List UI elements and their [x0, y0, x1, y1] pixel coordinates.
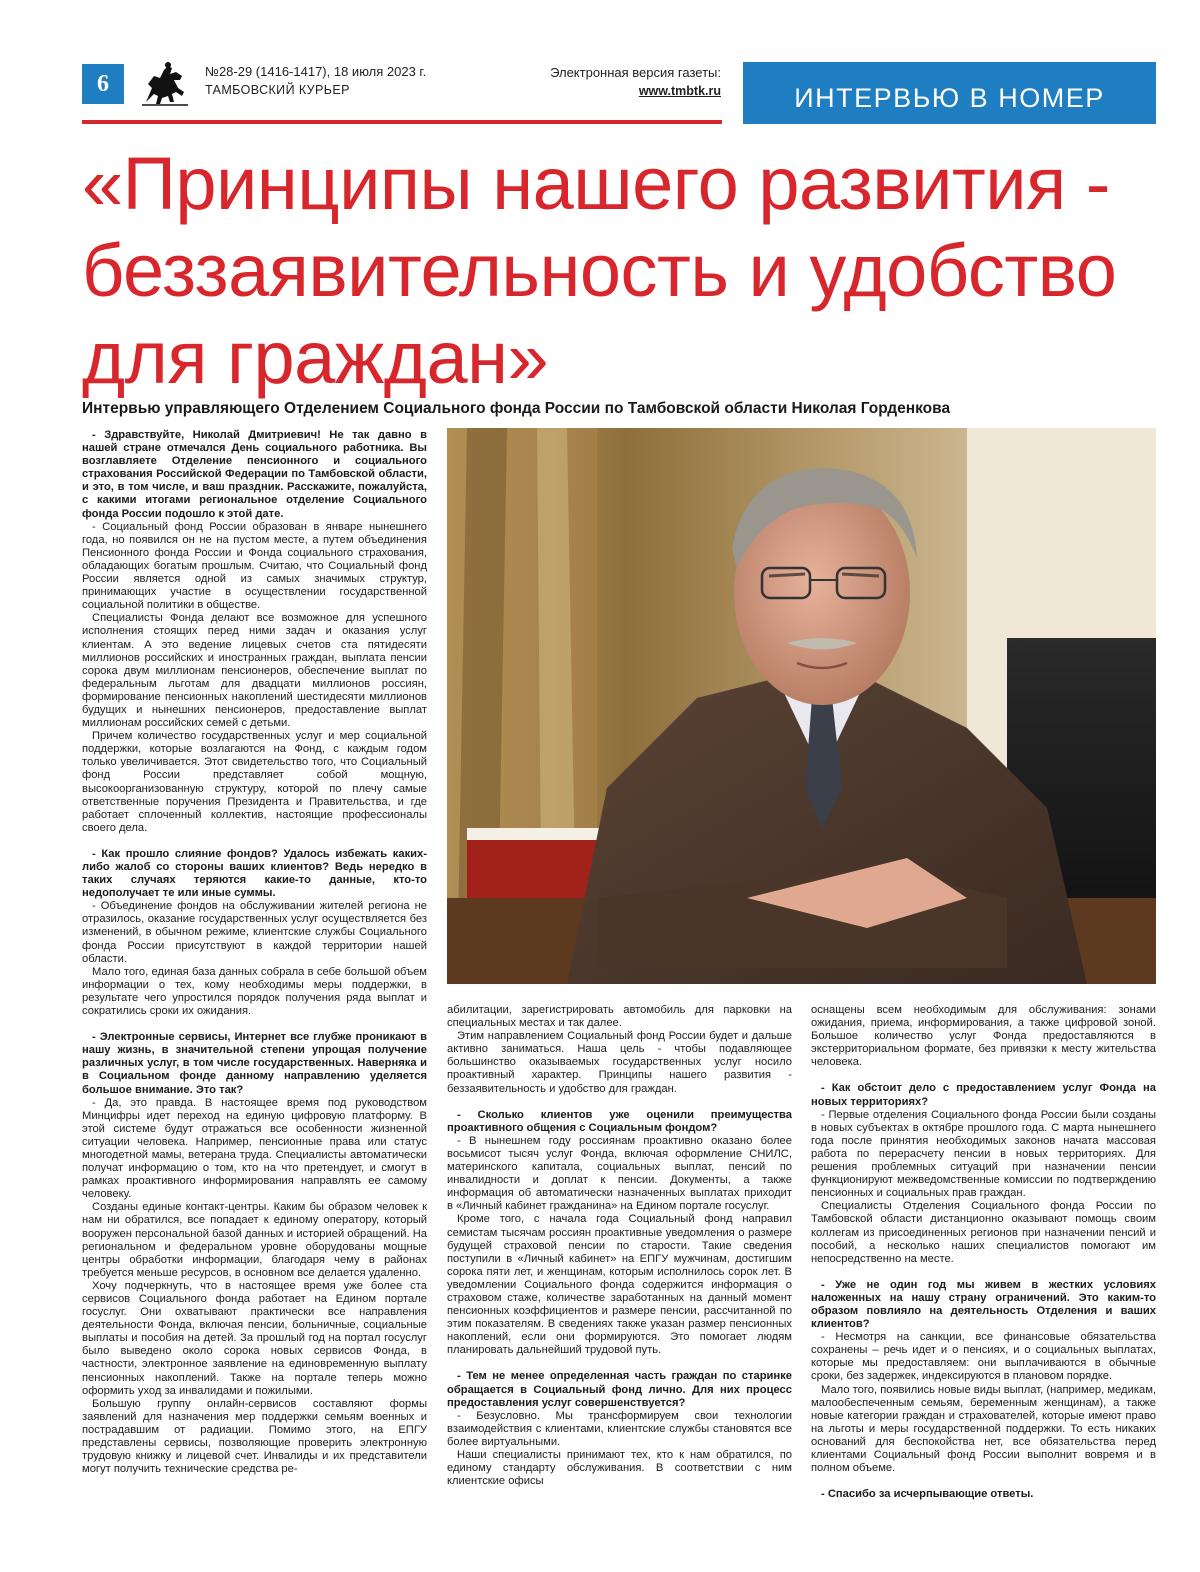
- paragraph-gap: [82, 1018, 427, 1031]
- article-column-3: [811, 1004, 1156, 1501]
- interview-answer: Наши специалисты принимают тех, кто к нам обратился, по единому стандарту обслуживания. В соответствии с ним клиентские офисы: [447, 1449, 792, 1488]
- headline-line: беззаявительность и удобство: [82, 229, 1117, 312]
- page-number: 6: [82, 64, 124, 104]
- interview-question: - Здравствуйте, Николай Дмитриевич! Не так давно в нашей стране отмечался День социального работника. Вы возглавляете Отделение пенсионного и социального страхования Российской Федерации по Тамбовской области, и это, в том числе, и ваш праздник. Расскажите, пожалуйста, с какими итогами региональное отделение Социального фонда России подошло к этой дате.: [82, 429, 427, 520]
- paper-name: ТАМБОВСКИЙ КУРЬЕР: [205, 83, 350, 97]
- header-divider: [82, 120, 722, 124]
- interview-question: - Сколько клиентов уже оценили преимущества проактивного общения с Социальным фондом?: [447, 1108, 792, 1134]
- interview-answer: Мало того, появились новые виды выплат, (например, медикам, малообеспеченным семьям, беременным женщинам), а также новые категории граждан и страхователей, которые имеют право на льготы и меры государственной поддержки. То есть никаких оснований для беспокойства нет, все обязательства перед клиентами Социальный фонд России выполнит вовремя и в полном объеме.: [811, 1383, 1156, 1475]
- portrait-photo: [447, 428, 1156, 984]
- interview-answer: Специалисты Отделения Социального фонда России по Тамбовской области дистанционно оказывают помощь своим коллегам из присоединенных регионов при назначении пенсий и пособий, а несколько наших специалистов помогают им непосредственно на месте.: [811, 1200, 1156, 1265]
- interview-answer: Большую группу онлайн-сервисов составляют формы заявлений для назначения мер поддержки семьям военных и пострадавшим от радиации. Помимо этого, на ЕПГУ представлены сервисы, позволяющие проверить электронную трудовую книжку и лицевой счет. Инвалиды и их представители могут получить технические средства ре-: [82, 1397, 427, 1476]
- interview-answer: Хочу подчеркнуть, что в настоящее время уже более ста сервисов Социального фонда работает на Едином портале госуслуг. Они охватывают практически все направления деятельности Фонда, включая пенсии, больничные, социальные выплаты и пособия на детей. За прошлый год на портал госуслуг было выведено около сорока новых сервисов Фонда, в частности, электронное заявление на единовременную выплату пенсионных накоплений. Также на портале теперь можно оформить уход за инвалидами и пожилыми.: [82, 1279, 427, 1397]
- article-column-1: [82, 429, 427, 1476]
- page-header: [0, 0, 1200, 130]
- interview-answer: - Да, это правда. В настоящее время под руководством Минцифры идет переход на единую цифровую платформу. В этой системе будут отражаться все особенности жизненной ситуации человека. Например, пенсионные права или статус многодетной мамы, ветерана труда. Специалисты автоматически получат информацию о том, кто на что претендует, и смогут в рамках проактивного информирования направлять ее самому человеку.: [82, 1096, 427, 1201]
- interview-question: - Как обстоит дело с предоставлением услуг Фонда на новых территориях?: [811, 1082, 1156, 1108]
- headline: [82, 140, 1192, 401]
- interview-question: - Как прошло слияние фондов? Удалось избежать каких-либо жалоб со стороны ваших клиентов? Ведь нередко в таких случаях теряются какие-то данные, кто-то недополучает те или иные суммы.: [82, 847, 427, 900]
- site-link[interactable]: www.tmbtk.ru: [638, 84, 721, 98]
- electronic-version-label: Электронная версия газеты:: [550, 65, 721, 80]
- paragraph-gap: [82, 835, 427, 848]
- interview-answer: - Безусловно. Мы трансформируем свои технологии взаимодействия с клиентами, клиентские службы становятся все более виртуальными.: [447, 1409, 792, 1448]
- headline-line: «Принципы нашего развития -: [82, 142, 1110, 225]
- paragraph-gap: [811, 1475, 1156, 1488]
- interview-answer: - Несмотря на санкции, все финансовые обязательства сохранены – речь идет и о пенсиях, и о социальных выплатах, которые мы предоставляем: они выплачиваются в обычные сроки, без задержек, индексируются в плановом порядке.: [811, 1331, 1156, 1383]
- interview-answer: Специалисты Фонда делают все возможное для успешного исполнения стоящих перед ними задач и оказания услуг клиентам. А это ведение лицевых счетов ста пятидесяти миллионов российских и иностранных граждан, выплата пенсии сорока двум миллионам пенсионеров, обеспечение выплат по федеральным льготам для двадцати миллионов россиян, формирование пенсионных накоплений шестидесяти миллионов будущих и нынешних пенсионеров, предоставление выплат миллионам российских семей с детьми.: [82, 612, 427, 730]
- interview-answer: - В нынешнем году россиянам проактивно оказано более восьмисот тысяч услуг Фонда, включая оформление СНИЛС, материнского капитала, социальных выплат, пенсий по инвалидности и доплат к пенсии. Документы, а также информация об автоматически назначенных выплатах приходит в «Личный кабинет гражданина» на Едином портале госуслуг.: [447, 1134, 792, 1213]
- paragraph-gap: [811, 1266, 1156, 1279]
- article-column-2: [447, 1004, 792, 1488]
- electronic-version: [550, 63, 721, 101]
- subheadline: Интервью управляющего Отделением Социального фонда России по Тамбовской области Николая Горденкова: [82, 400, 951, 417]
- interview-answer: Созданы единые контакт-центры. Каким бы образом человек к нам ни обратился, все попадает к единому оператору, который вооружен персональной базой данных и историей обращений. На региональном и федеральном уровне оборудованы мощные центры обработки информации, благодаря чему в районах требуется меньше ресурсов, в основном все делается удаленно.: [82, 1201, 427, 1279]
- paragraph-gap: [447, 1357, 792, 1370]
- interview-answer: оснащены всем необходимым для обслуживания: зонами ожидания, приема, информирования, а также цифровой зоной. Большое количество услуг Фонда предоставляются в экстерриториальном формате, без привязки к месту жительства человека.: [811, 1004, 1156, 1069]
- interview-question: - Тем не менее определенная часть граждан по старинке обращается в Социальный фонд лично. Для них процесс предоставления услуг совершенствуется?: [447, 1370, 792, 1409]
- interview-answer: Причем количество государственных услуг и мер социальной поддержки, которые возлагаются на Фонд, с каждым годом только увеличивается. Этот свидетельство того, что Социальный фонд России представляет собой мощную, высокоорганизованную структуру, которой по плечу самые ответственные поручения Президента и Правительства, и где работает сплоченный коллектив, настоящие профессионалы своего дела.: [82, 730, 427, 834]
- interview-question: - Электронные сервисы, Интернет все глубже проникают в нашу жизнь, в значительной степени упрощая получение различных услуг, в том числе государственных. Наверняка и в Социальном фонде данному направлению уделяется большое внимание. Это так?: [82, 1031, 427, 1096]
- horse-rider-logo-icon: [138, 58, 192, 108]
- paragraph-gap: [447, 1096, 792, 1109]
- interview-question: - Уже не один год мы живем в жестких условиях наложенных на нашу страну ограничений. Это каким-то образом повлияло на деятельность Отделения и ваших клиентов?: [811, 1278, 1156, 1331]
- interview-answer: Кроме того, с начала года Социальный фонд направил семистам тысячам россиян проактивные уведомления о размере будущей страховой пенсии по старости. Такие сведения поступили в «Личный кабинет» на ЕПГУ мужчинам, достигшим сорока пяти лет, и женщинам, которым исполнилось сорок лет. В уведомлении Социального фонда содержится информация о страховом стаже, количестве заработанных на данный момент пенсионных коэффициентов и размере пенсии, рассчитанной по этим показателям. В сведениях также указан размер пенсионных накоплений, если они формируются. Это помогает людям планировать дальнейший трудовой путь.: [447, 1213, 792, 1357]
- interview-answer: Мало того, единая база данных собрала в себе большой объем информации о тех, кому необходимы меры поддержки, в результате чего упростился порядок получения ряда выплат и сократились сроки их ожидания.: [82, 965, 427, 1018]
- rubric-banner: ИНТЕРВЬЮ В НОМЕР: [743, 62, 1156, 124]
- issue-number: №28-29 (1416-1417), 18 июля 2023 г.: [205, 64, 427, 79]
- interview-answer: абилитации, зарегистрировать автомобиль для парковки на специальных местах и так далее.: [447, 1004, 792, 1030]
- interview-question: - Спасибо за исчерпывающие ответы.: [821, 1488, 1034, 1501]
- paragraph-gap: [811, 1069, 1156, 1082]
- headline-line: для граждан»: [82, 316, 549, 399]
- portrait-illustration: [447, 428, 1156, 984]
- interview-answer: - Объединение фондов на обслуживании жителей региона не отразилось, оказание государственных услуг осуществляется без изменений, в обычном режиме, клиентские службы Социального фонда России присутствуют в каждой территории нашей области.: [82, 900, 427, 965]
- interview-answer: - Социальный фонд России образован в январе нынешнего года, но появился он не на пустом месте, а путем объединения Пенсионного фонда России и Фонда социального страхования, обладающих богатым прошлым. Считаю, что Социальный фонд России является одной из самых значимых структур, принимающих участие в осуществлении государственной социальной политики в обществе.: [82, 520, 427, 612]
- issue-info: [205, 63, 426, 99]
- interview-answer: Этим направлением Социальный фонд России будет и дальше активно заниматься. Наша цель - чтобы подавляющее большинство оказываемых государственных услуг носило проактивный характер. Принципы нашего развития - беззаявительность и удобство для граждан.: [447, 1030, 792, 1095]
- interview-answer: - Первые отделения Социального фонда России были созданы в новых субъектах в октябре прошлого года. С марта нынешнего года после принятия необходимых законов начата массовая работа по перерасчету пенсии в новых территориях. Для решения проблемных ситуаций при назначении пенсии функционируют межведомственные комиссии по подтверждению пенсионных и социальных прав граждан.: [811, 1108, 1156, 1200]
